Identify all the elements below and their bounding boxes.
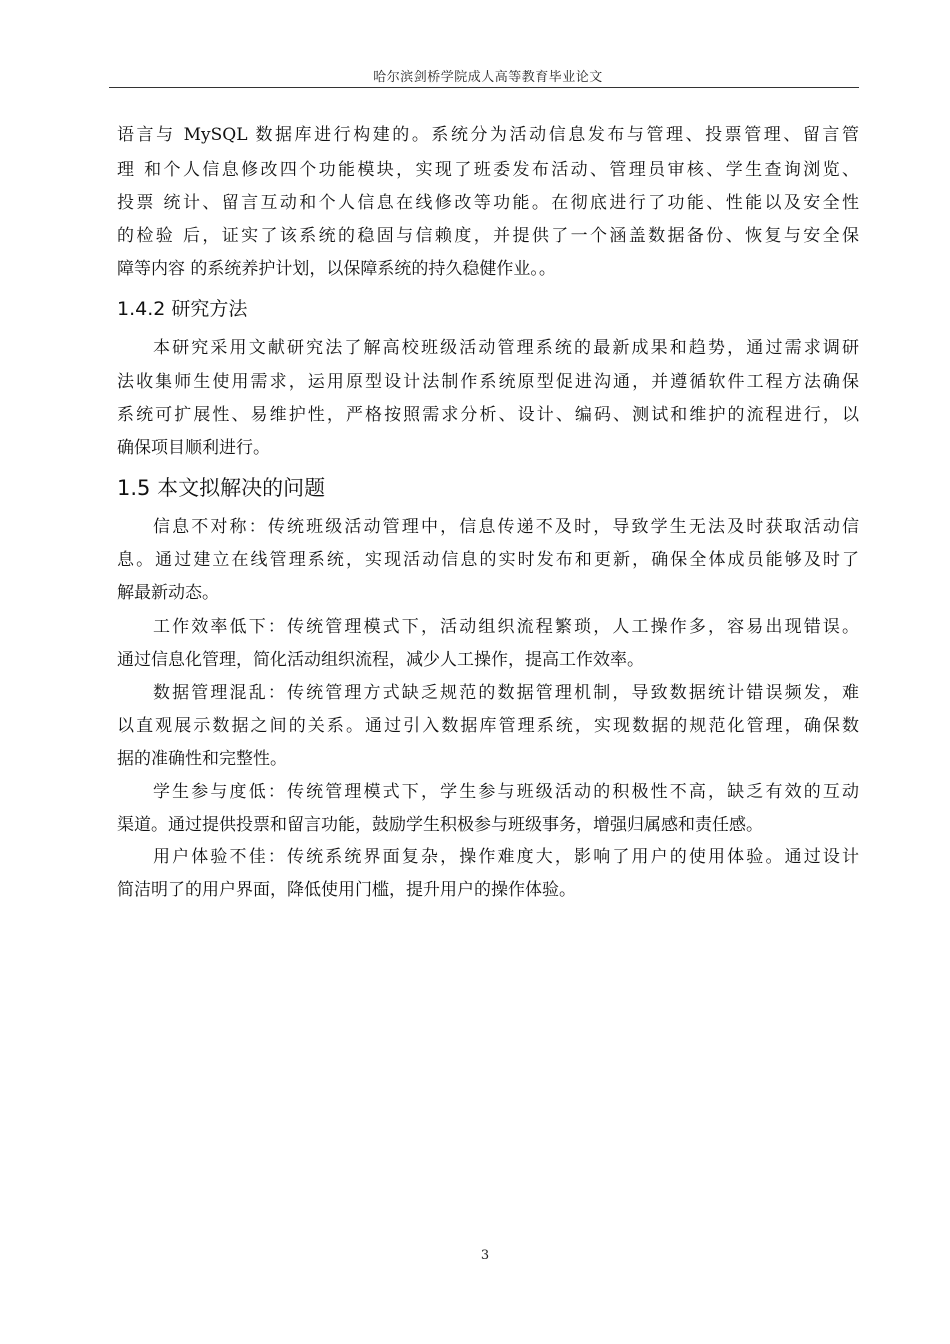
text-line: 语言与 MySQL 数据库进行构建的。系统分为活动信息发布与管理、投票管理、留言管	[117, 125, 859, 145]
section-heading-1-5: 1.5 本文拟解决的问题	[117, 476, 326, 500]
text-line: 的检验 后，证实了该系统的稳固与信赖度，并提供了一个涵盖数据备份、恢复与安全保	[117, 226, 859, 246]
text-line: 投票 统计、留言互动和个人信息在线修改等功能。在彻底进行了功能、性能以及安全性	[117, 193, 859, 213]
text-line: 解最新动态。	[117, 583, 219, 603]
text-line: 息。通过建立在线管理系统，实现活动信息的实时发布和更新，确保全体成员能够及时了	[117, 550, 859, 570]
text-line: 法收集师生使用需求，运用原型设计法制作系统原型促进沟通，并遵循软件工程方法确保	[117, 372, 859, 392]
text-line: 工作效率低下：传统管理模式下，活动组织流程繁琐，人工操作多，容易出现错误。	[153, 617, 859, 637]
header-divider	[109, 87, 859, 88]
text-line: 以直观展示数据之间的关系。通过引入数据库管理系统，实现数据的规范化管理，确保数	[117, 716, 859, 736]
text-line: 渠道。通过提供投票和留言功能，鼓励学生积极参与班级事务，增强归属感和责任感。	[117, 815, 763, 835]
text-line: 理 和个人信息修改四个功能模块，实现了班委发布活动、管理员审核、学生查询浏览、	[117, 160, 859, 180]
text-line: 用户体验不佳：传统系统界面复杂，操作难度大，影响了用户的使用体验。通过设计	[153, 847, 859, 867]
text-line: 系统可扩展性、易维护性，严格按照需求分析、设计、编码、测试和维护的流程进行，以	[117, 405, 859, 425]
section-heading-1-4-2: 1.4.2 研究方法	[117, 298, 248, 320]
text-line: 通过信息化管理，简化活动组织流程，减少人工操作，提高工作效率。	[117, 650, 644, 670]
page-number: 3	[480, 1248, 490, 1263]
text-line: 信息不对称：传统班级活动管理中，信息传递不及时，导致学生无法及时获取活动信	[153, 517, 859, 537]
text-line: 确保项目顺利进行。	[117, 438, 270, 458]
text-line: 本研究采用文献研究法了解高校班级活动管理系统的最新成果和趋势，通过需求调研	[153, 338, 859, 358]
text-line: 学生参与度低：传统管理模式下，学生参与班级活动的积极性不高，缺乏有效的互动	[153, 782, 859, 802]
text-line: 数据管理混乱：传统管理方式缺乏规范的数据管理机制，导致数据统计错误频发，难	[153, 683, 859, 703]
running-header: 哈尔滨剑桥学院成人高等教育毕业论文	[373, 70, 603, 85]
text-line: 据的准确性和完整性。	[117, 749, 287, 769]
text-line: 简洁明了的用户界面，降低使用门槛，提升用户的操作体验。	[117, 880, 576, 900]
text-line: 障等内容 的系统养护计划，以保障系统的持久稳健作业。。	[117, 259, 556, 279]
